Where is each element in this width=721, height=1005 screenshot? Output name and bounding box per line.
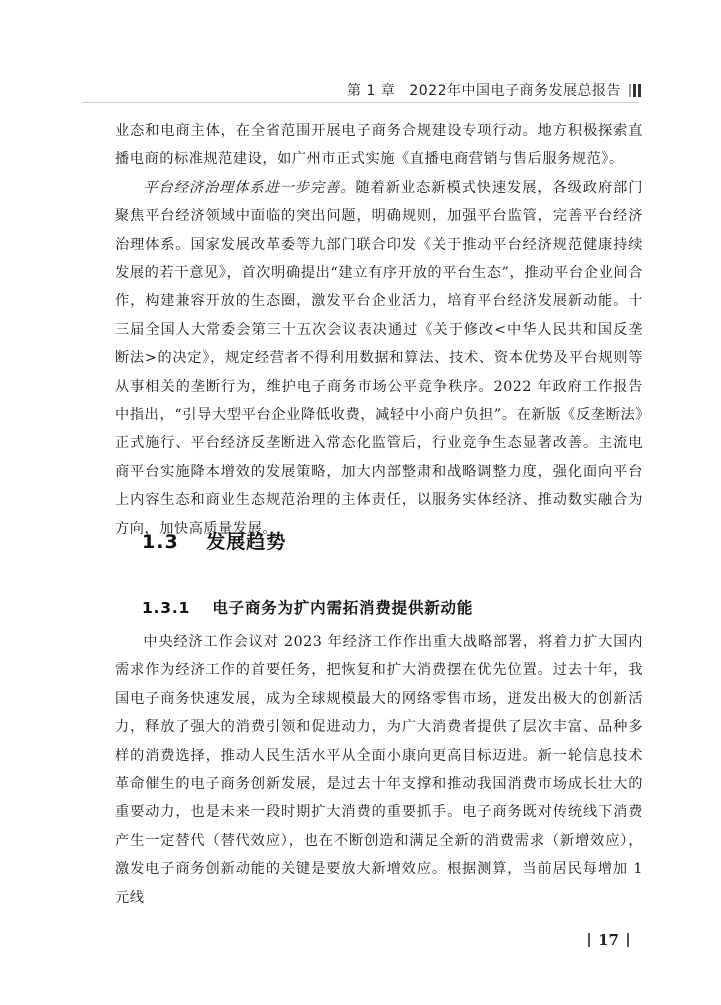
page-number-value: 17 xyxy=(598,931,619,949)
running-header xyxy=(347,80,641,100)
page-number xyxy=(580,931,637,949)
subsection-body xyxy=(115,628,643,912)
chapter-label: 第 1 章 xyxy=(347,83,396,99)
subsection-number: 1.3.1 xyxy=(142,599,191,617)
section-number: 1.3 xyxy=(142,531,179,553)
subsection-title: 电子商务为扩内需拓消费提供新动能 xyxy=(212,599,474,617)
report-title: 2022年中国电子商务发展总报告 xyxy=(409,83,621,99)
paragraph xyxy=(115,174,643,543)
subsection-heading xyxy=(142,596,473,618)
section-heading xyxy=(142,527,286,554)
page-number-bar-left xyxy=(588,933,590,947)
lead-phrase: 平台经济治理体系进一步完善。 xyxy=(143,179,356,196)
paragraph: 中央经济工作会议对 2023 年经济工作作出重大战略部署，将着力扩大国内需求作为经济工作的首要任务，把恢复和扩大消费摆在优先位置。过去十年，我国电子商务快速发展，成为全球规模最大的网络零售市场，迸发出极大的创新活力，释放了强大的消费引领和促进动力，为广大消费者提供了层次丰富、品种多样的消费选择，推动人民生活水平从全面小康向更高目标迈进。新一轮信息技术革命催生的电子商务创新发展，是过去十年支撑和推动我国消费市场成长壮大的重要动力，也是未来一段时期扩大消费的重要抓手。电子商务既对传统线下消费产生一定替代（替代效应），也在不断创造和满足全新的消费需求（新增效应），激发电子商务创新动能的关键是要放大新增效应。根据测算，当前居民每增加 1 元线 xyxy=(115,634,643,906)
header-divider xyxy=(82,102,639,103)
page-number-bar-right xyxy=(627,933,629,947)
section-title: 发展趋势 xyxy=(206,531,287,553)
header-bars-decoration xyxy=(629,84,641,97)
paragraph-rest: 随着新业态新模式快速发展，各级政府部门聚焦平台经济领域中面临的突出问题，明确规则，加强平台监管，完善平台经济治理体系。国家发展改革委等九部门联合印发《关于推动平台经济规范健康持续发展的若干意见》，首次明确提出“建立有序开放的平台生态”，推动平台企业间合作，构建兼容开放的生态圈，激发平台企业活力，培育平台经济发展新动能。十三届全国人大常委会第三十五次会议表决通过《关于修改<中华人民共和国反垄断法>的决定》，规定经营者不得利用数据和算法、技术、资本优势及平台规则等从事相关的垄断行为，维护电子商务市场公平竞争秩序。2022 年政府工作报告中指出，“引导大型平台企业降低收费，减轻中小商户负担”。在新版《反垄断法》正式施行、平台经济反垄断进入常态化监管后，行业竞争生态显著改善。主流电商平台实施降本增效的发展策略，加大内部整肃和战略调整力度，强化面向平台上内容生态和商业生态规范治理的主体责任，以服务实体经济、推动数实融合为方向，加快高质量发展。 xyxy=(115,179,644,537)
section-body xyxy=(115,117,643,543)
paragraph: 业态和电商主体，在全省范围开展电子商务合规建设专项行动。地方积极探索直播电商的标准规范建设，如广州市正式实施《直播电商营销与售后服务规范》。 xyxy=(115,123,643,168)
